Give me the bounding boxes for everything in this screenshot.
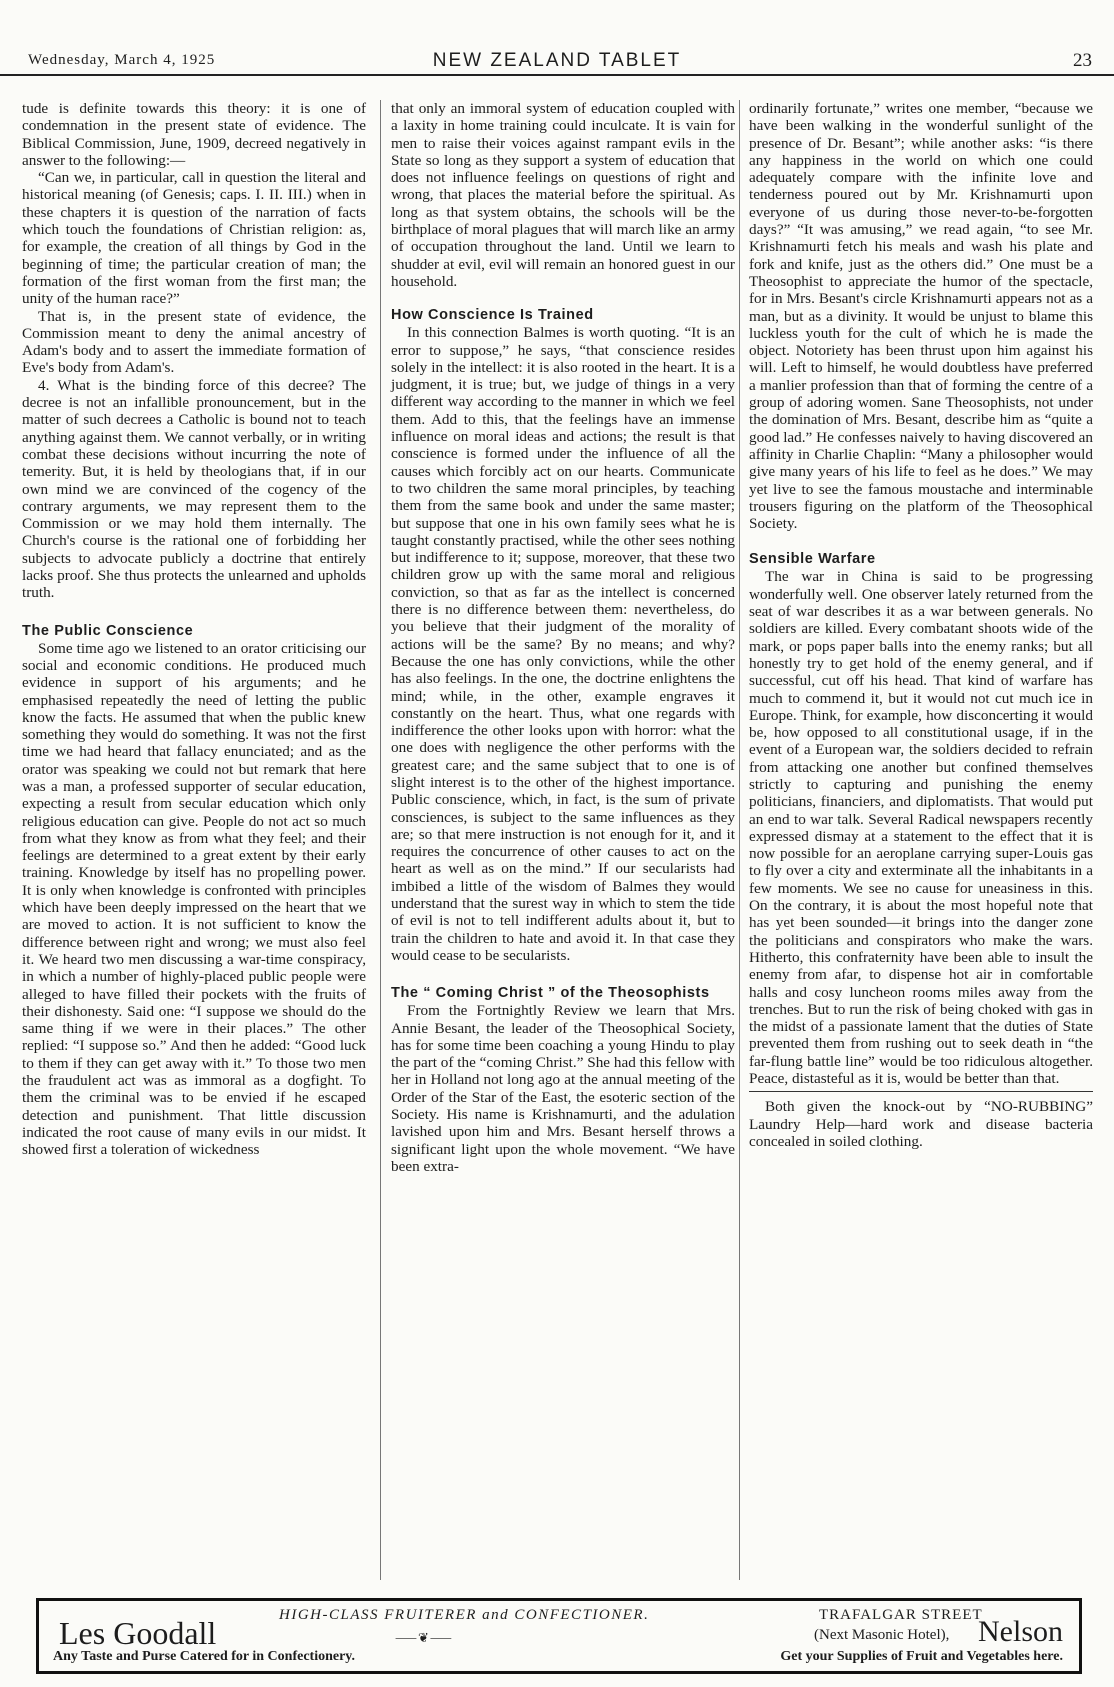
advert-hotel: (Next Masonic Hotel),	[814, 1627, 950, 1643]
column-2	[391, 100, 735, 1175]
section-heading: The “ Coming Christ ” of the Theosophists	[391, 985, 710, 1002]
advertisement-box	[36, 1598, 1082, 1674]
paragraph: Both given the knock-out by “NO-RUBBING” Laundry Help—hard work and disease bacteria concealed in soiled clothing.	[749, 1098, 1093, 1150]
paragraph: that only an immoral system of education coupled with a laxity in home training could inculcate. It is vain for men to raise their voices against rampant evils in the State so long as they support a system of education that does not influence feelings on questions of right and wrong, that places the material before the spiritual. As long as that system obtains, the schools will be the birthplace of moral plagues that will march like an army of occupation throughout the land. Until we learn to shudder at evil, evil will remain an honored guest in our household.	[391, 100, 735, 290]
page-header	[0, 48, 1114, 76]
section-heading: Sensible Warfare	[749, 551, 876, 568]
paragraph: Some time ago we listened to an orator criticising our social and economic conditions. He produced much evidence in support of his arguments; and he emphasised repeatedly the need of letting the public know the facts. He assumed that when the public knew something they would do something. It was not the first time we had heard that fallacy enunciated; and as the orator was speaking we could not but remark that here was a man, a professed supporter of secular education, expecting a result from secular education which only religious education can give. People do not act so much from what they know as from what they feel; and their feelings are determined to a great extent by their early training. Knowledge by itself has no propelling power. It is only when knowledge is confronted with principles which have been deeply impressed on the heart that we are moved to action. It is not sufficient to know the difference between right and wrong; we must also feel it. We heard two men discussing a war-time conspiracy, in which a number of highly-placed public people were alleged to have filled their pockets with the fruits of their dishonesty. Said one: “I suppose we should do the same thing if we were in their places.” The other replied: “I suppose so.” And then he added: “Good luck to them if they can get away with it.” To those two men the fraudulent act was as immoral as a dogfight. To them the criminal was to be envied if he escaped detection and punishment. That little discussion indicated the root cause of many evils in our midst. It showed first a toleration of wickedness	[22, 639, 366, 1159]
paragraph: That is, in the present state of evidence, the Commission meant to deny the animal ancestry of Adam's body and to assert the immediate formation of Eve's body from Adam's.	[22, 307, 366, 377]
advert-tagline: HIGH-CLASS FRUITERER and CONFECTIONER.	[279, 1607, 650, 1623]
advert-street: TRAFALGAR STREET	[819, 1607, 983, 1623]
advert-city: Nelson	[978, 1615, 1063, 1648]
column-divider	[380, 100, 381, 1580]
advert-left-line: Any Taste and Purse Catered for in Confectionery.	[53, 1649, 356, 1664]
column-divider	[739, 100, 740, 1580]
paragraph: ordinarily fortunate,” writes one member, “because we have been walking in the wonderful sunlight of the presence of Dr. Besant”; while another asks: “is there any happiness in the world on which one could adequately compare with the infinite love and tenderness poured out by Mr. Krishnamurti upon everyone of us during those never-to-be-forgotten days?” “It was amusing,” we read again, “to see Mr. Krishnamurti fetch his meals and wash his plate and fork and knife, just as the others did.” One must be a Theosophist to appreciate the humor of the spectacle, for in Mrs. Besant's circle Krishnamurti appears not as a man, but as a divinity. It would be unjust to blame this luckless youth for the cult of which he is made the object. Notoriety has been thrust upon him against his will. Left to himself, he would doubtless have preferred a manlier profession than that of forming the centre of a group of adoring women. Sane Theosophists, not under the domination of Mrs. Besant, describe him as “quite a good lad.” He confesses naively to having discovered an affinity in Charlie Chaplin: “Many a philosopher would give many years of his life to feel as he does.” We may yet live to see the famous moustache and interminable trousers figuring on the platform of the Theosophical Society.	[749, 100, 1093, 533]
advert-business-name: Les Goodall	[59, 1615, 217, 1651]
section-heading: The Public Conscience	[22, 622, 194, 639]
paragraph: From the Fortnightly Review we learn that Mrs. Annie Besant, the leader of the Theosophical Society, has for some time been coaching a young Hindu to play the part of the “coming Christ.” She had this fellow with her in Holland not long ago at the annual meeting of the Order of the Star of the East, the esoteric section of the Society. His name is Krishnamurti, and the adulation lavished upon him and Mrs. Besant herself throws a significant light upon the whole movement. “We have been extra-	[391, 1002, 735, 1175]
paragraph: 4. What is the binding force of this decree? The decree is not an infallible pronouncement, but in the matter of such decrees a Catholic is bound not to teach anything against them. We cannot verbally, or in writing combat these decisions without incurring the note of temerity. But, it is held by theologians that, if in our own mind we are convinced of the cogency of the contrary arguments, we may represent them to the Commission or we may hold them internally. The Church's course is the rational one of forbidding her subjects to advocate publicly a doctrine that entirely lacks proof. She thus protects the unlearned and upholds truth.	[22, 376, 366, 602]
paragraph: The war in China is said to be progressing wonderfully well. One observer lately returned from the seat of war describes it as a war between generals. No soldiers are killed. Every combatant shoots wide of the mark, or pops paper balls into the enemy ranks; but all honestly try to get hold of the enemy general, and if successful, cut off his head. That kind of warfare has much to commend it, but it would not cut much ice in Europe. Think, for example, how disconcerting it would be, how opposed to all constitutional usage, if in the event of a European war, the soldiers decided to refrain from attacking one another but confined themselves strictly to capturing and punishing the enemy politicians, financiers, and diplomatists. That would put an end to war talk. Several Radical newspapers recently expressed dismay at a statement to the effect that it is now possible for an aeroplane carrying super-Louis gas to fly over a city and exterminate all the inhabitants in a few moments. We see no cause for uneasiness in this. On the contrary, it is about the most hopeful note that has yet been sounded—it brings into the danger zone the politicians and conspirators who make the wars. Hitherto, this confraternity have been able to insult the enemy from afar, to dispense hot air in comfortable halls and cosy luncheon rooms miles away from the trenches. But to run the risk of being choked with gas in the midst of a passionate lament that the duties of State prevented them from rushing out to seek death in “the far-flung battle line” would be too ridiculous altogether. Peace, distasteful as it is, would be better than that.	[749, 568, 1093, 1088]
paragraph: “Can we, in particular, call in question the literal and historical meaning (of Genesis; caps. I. II. III.) when in these chapters it is question of the narration of facts which touch the foundations of Christian religion: as, for example, the creation of all things by God in the beginning of time; the particular creation of man; the formation of the first woman from the first man; the unity of the human race?”	[22, 169, 366, 308]
divider-rule	[749, 1091, 1093, 1092]
paragraph: In this connection Balmes is worth quoting. “It is an error to suppose,” he says, “that conscience resides solely in the intellect: it is also rooted in the heart. It is a judgment, it is true; but, we judge of things in a very different way according to the manner in which we feel them. Add to this, that the feelings have an immense influence on moral ideas and actions; the result is that conscience is formed under the influence of all the causes which forcibly act on our hearts. Communicate to two children the same moral principles, by teaching them from the same book and under the same master; but suppose that one in his own family sees what he is taught constantly practised, while the other sees nothing but indifference to it; suppose, moreover, that these two children grow up with the same moral and religious conviction, so that as far as the intellect is concerned there is no difference between them: nevertheless, do you believe that their judgment of the morality of actions will be the same? By no means; and why? Because the one has only convictions, while the other has also feelings. In the one, the doctrine enlightens the mind; while, in the other, example engraves it constantly on the heart. Thus, what one regards with indifference the other looks upon with horror: what the one does with negligence the other performs with the greatest care; and the same subject that to one is of slight interest is to the other of the highest importance. Public conscience, which, in fact, is the sum of private consciences, is subject to the same influences as they are; so that mere instruction is not enough for it, and it requires the concurrence of other causes to act on the heart as well as on the mind.” If our secularists had imbibed a little of the wisdom of Balmes they would understand that the surest way in which to stem the tide of evil is not to tell indifferent adults about it, but to train the children to hate and avoid it. In that case they would cease to be secularists.	[391, 324, 735, 964]
newspaper-title: NEW ZEALAND TABLET	[432, 50, 682, 71]
section-heading: How Conscience Is Trained	[391, 307, 594, 324]
advert-right-line: Get your Supplies of Fruit and Vegetables here.	[780, 1649, 1063, 1664]
column-3	[749, 100, 1093, 1150]
issue-date: Wednesday, March 4, 1925	[28, 52, 216, 68]
ornament-icon: ⸺❦⸺	[395, 1630, 453, 1645]
column-1	[22, 100, 366, 1159]
paragraph: tude is definite towards this theory: it is one of condemnation in the present state of evidence. The Biblical Commission, June, 1909, decreed negatively in answer to the following:—	[22, 100, 366, 169]
page-number: 23	[1073, 50, 1092, 71]
